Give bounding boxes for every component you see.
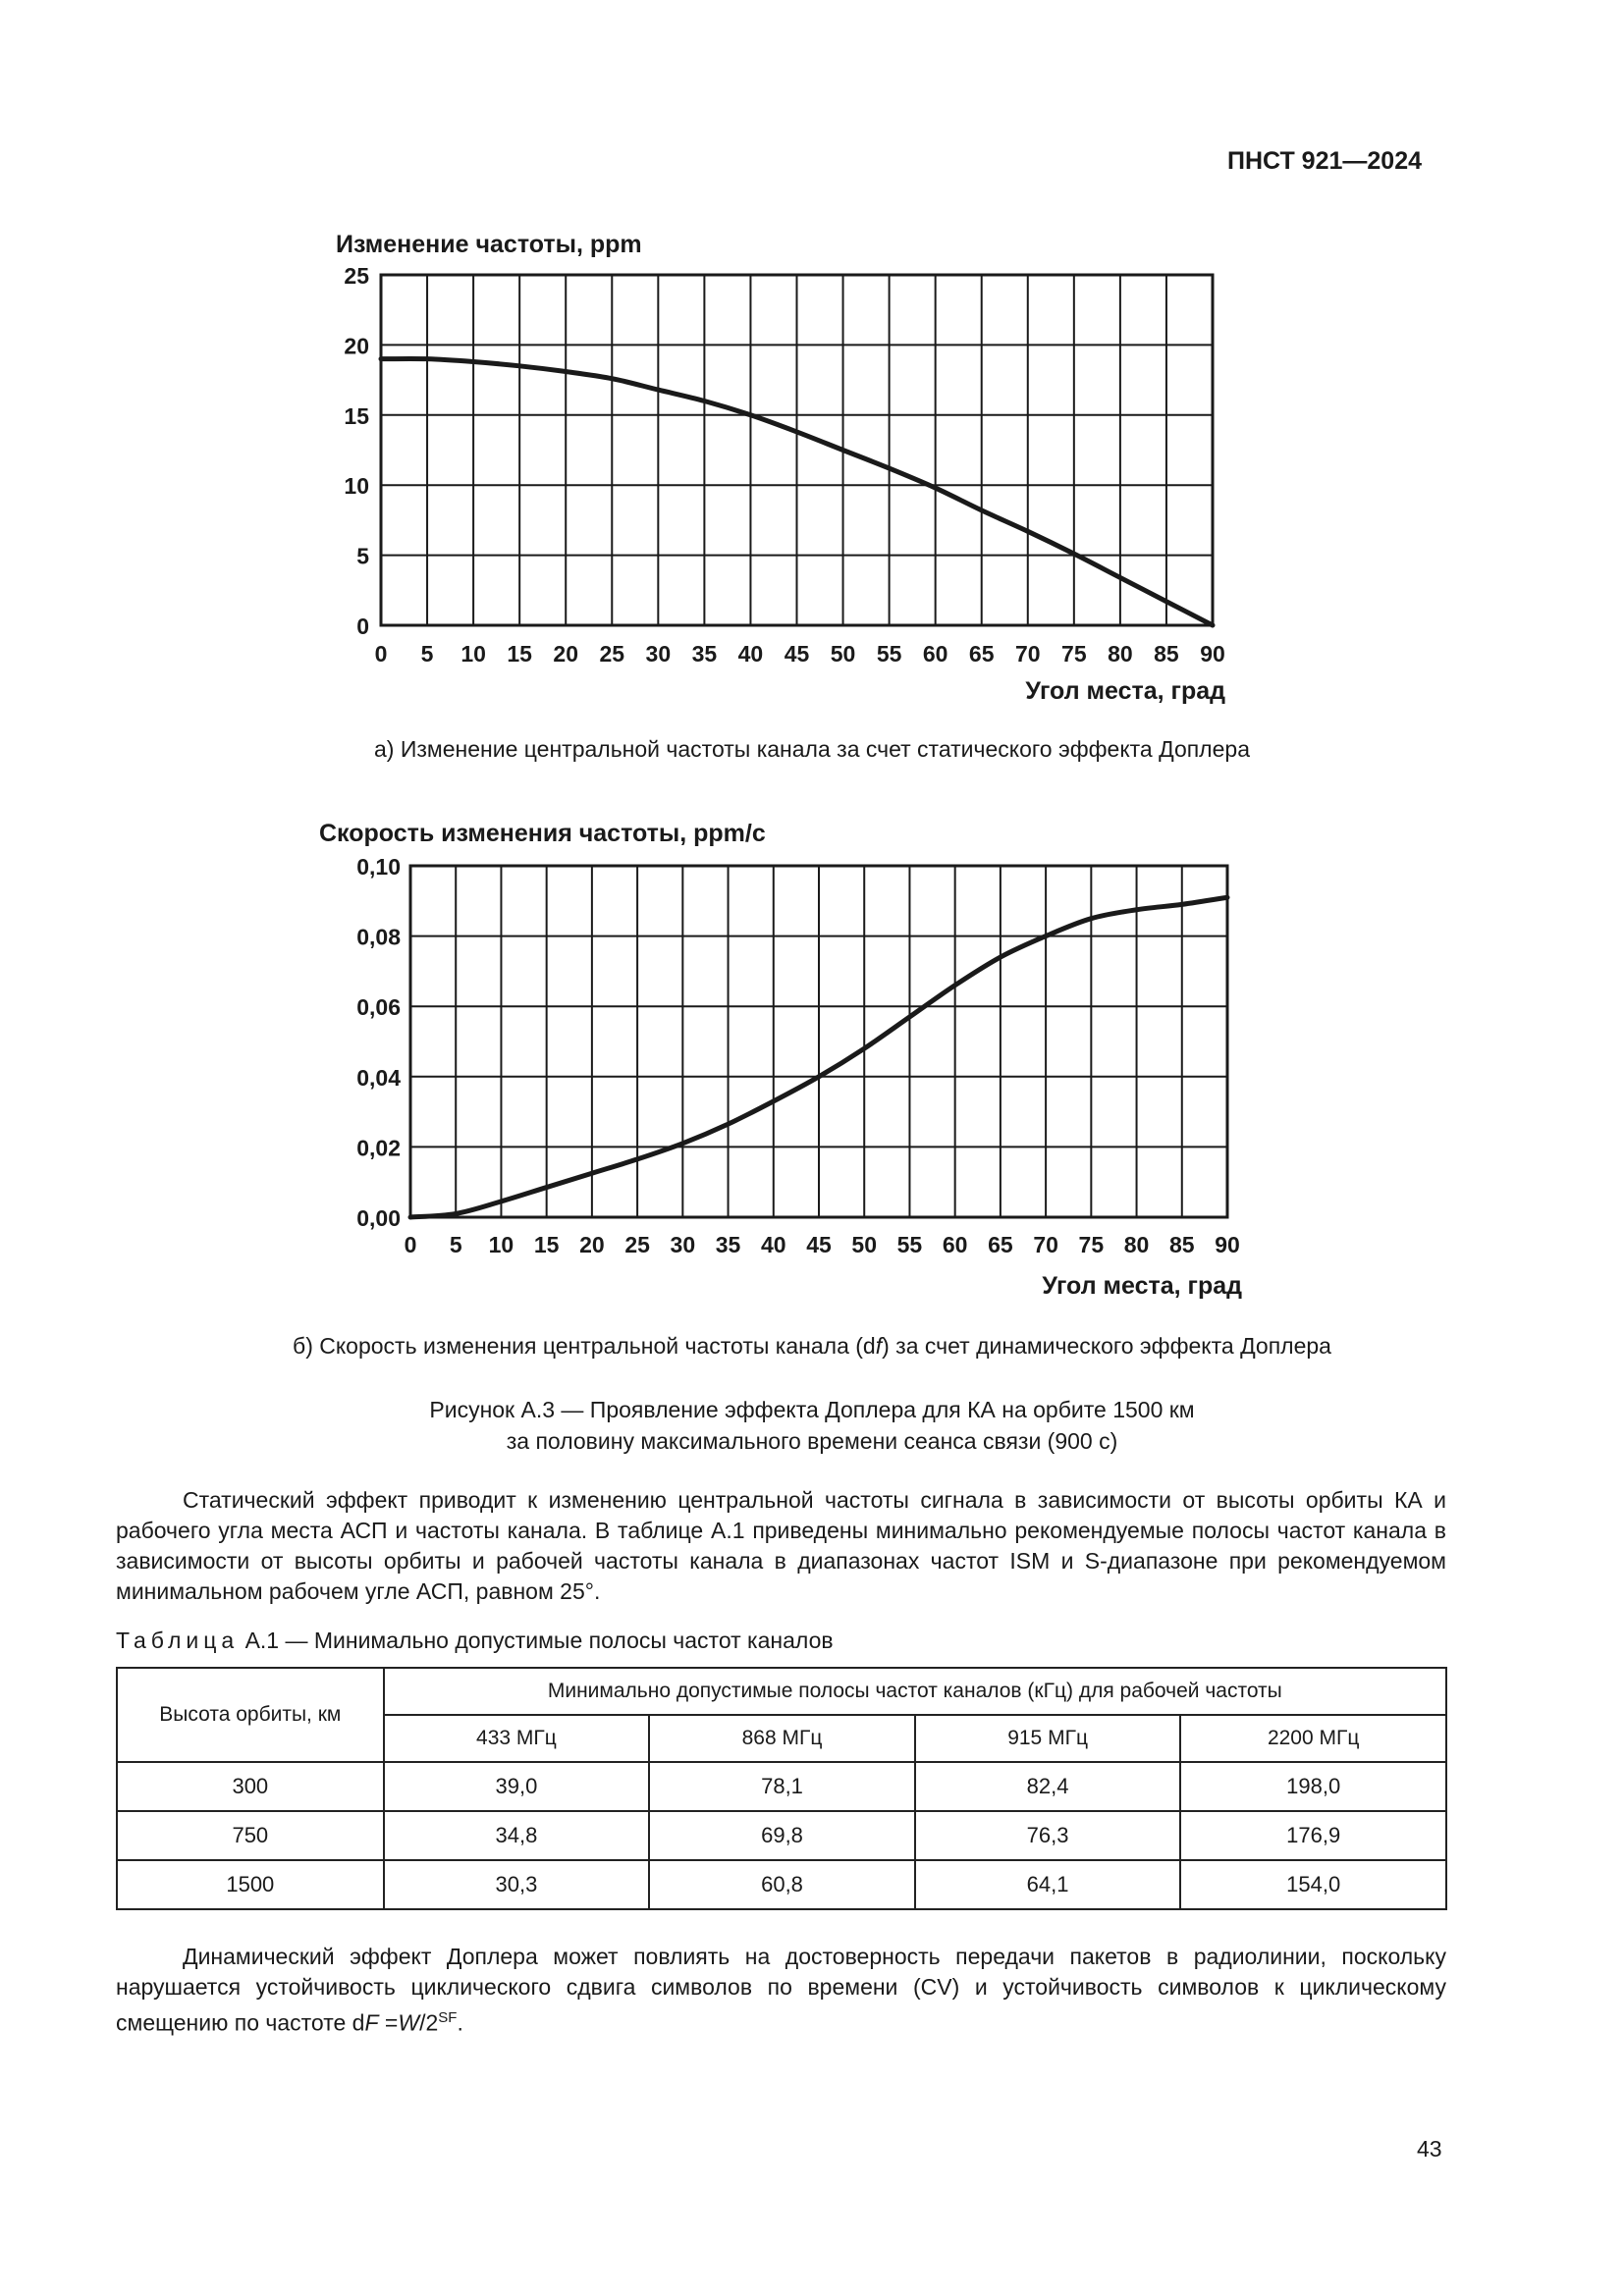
formula-eq: = bbox=[378, 2009, 399, 2036]
table-cell: 750 bbox=[117, 1811, 384, 1860]
table-cell: 30,3 bbox=[384, 1860, 650, 1909]
y-tick-label: 15 bbox=[344, 402, 369, 429]
paragraph-static-effect bbox=[116, 1485, 1446, 1607]
table-cell: 69,8 bbox=[649, 1811, 915, 1860]
paragraph-dynamic-effect bbox=[116, 1942, 1446, 2039]
table-cell: 64,1 bbox=[915, 1860, 1181, 1909]
table-cell: 76,3 bbox=[915, 1811, 1181, 1860]
table-title-word: Таблица bbox=[116, 1628, 240, 1653]
chart-b-caption bbox=[0, 1333, 1624, 1360]
x-tick-label: 70 bbox=[1014, 641, 1041, 667]
table-cell: 176,9 bbox=[1180, 1811, 1446, 1860]
formula-sup: SF bbox=[438, 2009, 458, 2026]
formula-end: . bbox=[457, 2009, 463, 2036]
x-tick-label: 20 bbox=[553, 641, 579, 667]
y-tick-label: 0,06 bbox=[356, 994, 401, 1021]
x-tick-label: 35 bbox=[691, 641, 718, 667]
x-tick-label: 30 bbox=[645, 641, 672, 667]
x-tick-label: 60 bbox=[942, 1232, 968, 1257]
table-cell: 60,8 bbox=[649, 1860, 915, 1909]
document-id: ПНСТ 921—2024 bbox=[1227, 147, 1422, 175]
y-tick-label: 0,02 bbox=[356, 1135, 401, 1161]
x-tick-label: 90 bbox=[1200, 641, 1225, 667]
table-title-rest: А.1 — Минимально допустимые полосы частот каналов bbox=[244, 1628, 834, 1653]
x-tick-label: 25 bbox=[599, 641, 625, 667]
x-tick-label: 70 bbox=[1033, 1232, 1058, 1257]
header-orbit: Высота орбиты, км bbox=[117, 1668, 384, 1762]
x-tick-label: 55 bbox=[876, 641, 902, 667]
x-tick-label: 65 bbox=[988, 1232, 1013, 1257]
chart-b-caption-prefix: б) Скорость изменения центральной частоты канала (d bbox=[293, 1333, 876, 1359]
bandwidth-table bbox=[116, 1667, 1447, 1910]
table-row bbox=[117, 1811, 1446, 1860]
paragraph-dynamic-effect-text: Динамический эффект Доплера может повлиять на достоверность передачи пакетов в радиолинии, поскольку нарушается устойчивость циклического сдвига символов по времени (CV) и устойчивость символов к циклическому смещению по частоте d bbox=[116, 1944, 1446, 2036]
x-tick-label: 55 bbox=[896, 1232, 923, 1257]
table-cell: 39,0 bbox=[384, 1762, 650, 1811]
x-tick-label: 20 bbox=[579, 1232, 605, 1257]
x-tick-label: 5 bbox=[420, 641, 434, 667]
table-cell: 34,8 bbox=[384, 1811, 650, 1860]
figure-title-line1: Рисунок А.3 — Проявление эффекта Доплера для КА на орбите 1500 км bbox=[429, 1397, 1195, 1422]
x-tick-label: 80 bbox=[1123, 1232, 1150, 1257]
x-tick-label: 65 bbox=[968, 641, 995, 667]
y-tick-label: 5 bbox=[356, 543, 369, 569]
table-title bbox=[116, 1628, 834, 1654]
formula-slash2: /2 bbox=[419, 2009, 439, 2036]
header-freq: 915 МГц bbox=[915, 1715, 1181, 1762]
formula-W: W bbox=[398, 2009, 420, 2036]
header-freq: 433 МГц bbox=[384, 1715, 650, 1762]
x-tick-label: 15 bbox=[533, 1232, 560, 1257]
y-tick-label: 20 bbox=[344, 333, 369, 359]
x-tick-label: 45 bbox=[806, 1232, 832, 1257]
x-tick-label: 0 bbox=[374, 641, 388, 667]
table-row bbox=[117, 1762, 1446, 1811]
chart-a-caption: а) Изменение центральной частоты канала за счет статического эффекта Доплера bbox=[374, 736, 1250, 762]
figure-title bbox=[0, 1394, 1624, 1457]
x-tick-label: 75 bbox=[1061, 641, 1087, 667]
x-axis-label: Угол места, град bbox=[1025, 677, 1225, 705]
x-tick-label: 15 bbox=[507, 641, 532, 667]
table-row bbox=[117, 1860, 1446, 1909]
y-tick-label: 25 bbox=[344, 263, 369, 289]
page-number: 43 bbox=[1417, 2136, 1442, 2162]
x-axis-label: Угол места, град bbox=[1042, 1272, 1242, 1300]
chart-title: Изменение частоты, ppm bbox=[336, 231, 642, 258]
chart-b-caption-italic: f bbox=[875, 1333, 883, 1359]
table-cell: 154,0 bbox=[1180, 1860, 1446, 1909]
x-tick-label: 45 bbox=[784, 641, 810, 667]
x-tick-label: 40 bbox=[760, 1232, 786, 1257]
y-tick-label: 10 bbox=[344, 473, 369, 500]
chart-b-caption-suffix: ) за счет динамического эффекта Доплера bbox=[882, 1333, 1331, 1359]
table-cell: 82,4 bbox=[915, 1762, 1181, 1811]
x-tick-label: 90 bbox=[1215, 1232, 1240, 1257]
table-header-row bbox=[117, 1668, 1446, 1715]
y-tick-label: 0,10 bbox=[356, 854, 401, 880]
formula-F: F bbox=[364, 2009, 379, 2036]
table-cell: 300 bbox=[117, 1762, 384, 1811]
y-tick-label: 0,04 bbox=[356, 1064, 401, 1091]
x-tick-label: 0 bbox=[404, 1232, 417, 1257]
x-tick-label: 50 bbox=[830, 641, 856, 667]
x-tick-label: 75 bbox=[1078, 1232, 1105, 1257]
header-freq: 868 МГц bbox=[649, 1715, 915, 1762]
paragraph-static-effect-text: Статический эффект приводит к изменению центральной частоты сигнала в зависимости от высоты орбиты КА и рабочего угла места АСП и частоты канала. В таблице А.1 приведены минимально рекомендуемые полосы частот канала в зависимости от высоты орбиты и рабочей частоты канала в диапазонах частот ISM и S-диапазоне при рекомендуемом минимальном рабочем угле АСП, равном 25°. bbox=[116, 1487, 1446, 1604]
x-tick-label: 10 bbox=[488, 1232, 514, 1257]
figure-title-line2: за половину максимального времени сеанса связи (900 с) bbox=[506, 1428, 1118, 1454]
x-tick-label: 40 bbox=[737, 641, 764, 667]
header-freq: 2200 МГц bbox=[1180, 1715, 1446, 1762]
chart-title: Скорость изменения частоты, ppm/с bbox=[319, 820, 766, 847]
x-tick-label: 85 bbox=[1154, 641, 1179, 667]
x-tick-label: 85 bbox=[1168, 1232, 1195, 1257]
table-cell: 78,1 bbox=[649, 1762, 915, 1811]
y-tick-label: 0,00 bbox=[356, 1205, 401, 1231]
x-tick-label: 5 bbox=[449, 1232, 462, 1257]
y-tick-label: 0 bbox=[356, 614, 369, 639]
x-tick-label: 30 bbox=[670, 1232, 696, 1257]
x-tick-label: 10 bbox=[460, 641, 486, 667]
x-tick-label: 50 bbox=[851, 1232, 878, 1257]
y-tick-label: 0,08 bbox=[356, 924, 401, 950]
header-group: Минимально допустимые полосы частот каналов (кГц) для рабочей частоты bbox=[384, 1668, 1446, 1715]
x-tick-label: 80 bbox=[1108, 641, 1133, 667]
x-tick-label: 60 bbox=[922, 641, 948, 667]
x-tick-label: 25 bbox=[624, 1232, 650, 1257]
x-tick-label: 35 bbox=[715, 1232, 741, 1257]
table-cell: 198,0 bbox=[1180, 1762, 1446, 1811]
table-cell: 1500 bbox=[117, 1860, 384, 1909]
